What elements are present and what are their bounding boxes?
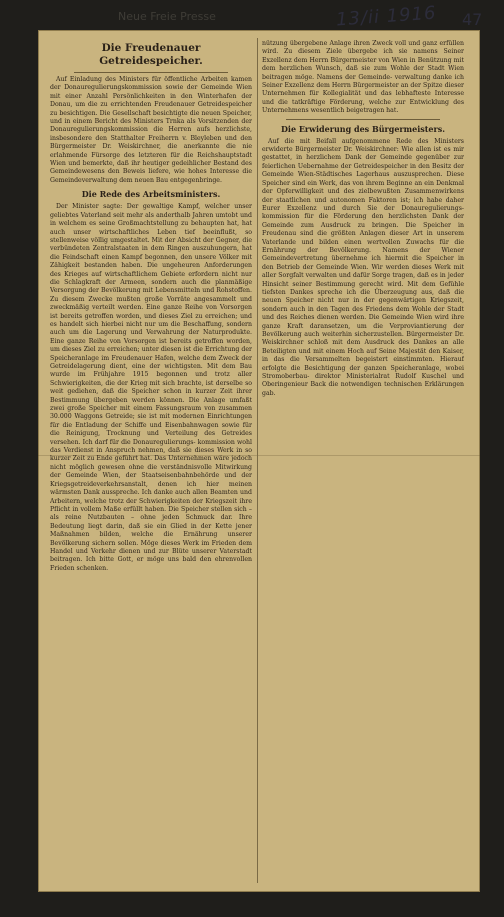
text-line: Speicher nicht nur in der gegenwärtigen xyxy=(285,297,431,305)
text-line: nehmen, daß sie dieses Werk in so kurzer Zeit xyxy=(50,447,252,463)
text-line: Zentralstaaten in dem Ringen auszuhungern, hat xyxy=(92,245,252,253)
text-line: und dieses Ziel zu erreichen; und es xyxy=(50,312,252,328)
text-line: um die zu errichtenden Freudenauer xyxy=(75,101,198,109)
text-line: der Kette jener Maßnahmen bilden, welche xyxy=(50,522,252,539)
text-line: Getreidespeicher zu besichtigen. xyxy=(50,101,252,117)
text-line: Förderung, welche zur Entwicklung des xyxy=(329,98,464,106)
text-line: Die Anlage umfaßt zwei große Speicher mit xyxy=(50,396,252,413)
text-line: autonomen Faktoren ist; ich habe daher Eurer xyxy=(262,196,464,212)
right-column xyxy=(262,40,464,880)
text-line: Unternehmens wesentlich beigetragen hat. xyxy=(262,107,399,115)
text-line: die größten Anlagen dieser Art in unserem xyxy=(317,230,464,238)
left-column xyxy=(50,40,252,880)
text-line: Speicheranlage im Freudenauer Hafen, welche xyxy=(50,354,203,362)
text-line: Bürgermeister von Wien in Benützung mit dem xyxy=(262,56,464,73)
text-line: Die Speicher stellen sich – als reine xyxy=(50,505,252,522)
handwritten-page-number: 47 xyxy=(462,10,483,29)
text-line: ich sie namens Seiner Exzellenz dem Herrn xyxy=(262,48,464,64)
text-line: die Herren aufs herzlichste, insbesondere den xyxy=(50,126,252,142)
text-line: unserer Vaterstadt beitragen. Ich bitte xyxy=(50,547,252,564)
text-line: die Schlagkraft der Armeen, sondern auch die xyxy=(50,278,216,286)
text-line: kommission für die Förderung den xyxy=(262,213,389,221)
text-line: Kriegszeit, sondern auch in den Tagen des xyxy=(262,297,464,313)
text-line: und dafür Sorge tragen, daß es in jeder xyxy=(338,272,464,280)
text-line: letzteren für die Reichshauptstadt Wien und xyxy=(50,151,252,168)
text-line: von Vorsorgen ist bereits getroffen worden, xyxy=(50,304,252,320)
text-line: gestattet, in herzlichem Dank der Gemeinde xyxy=(262,154,416,162)
faded-stamp: Neue Freie Presse xyxy=(118,10,216,23)
text-line: Seine Majestät den Kaiser, in das die xyxy=(262,347,464,364)
text-line: Verproviantierung der Bevölkerung auch xyxy=(262,322,464,338)
text-line: Herrn Bürgermeister an der Spitze dieser xyxy=(331,82,464,90)
text-line: die Speicher schon in kurzer Zeit ihrer xyxy=(117,388,252,396)
text-line: jedoch nicht möglich gewesen ohne die xyxy=(50,455,252,471)
text-line: dem neuen Bau entgegenbringe. xyxy=(119,176,222,184)
text-line: so stellenweise völlig umgestaltet. Mit der xyxy=(50,228,252,244)
text-line: verwaltung danke ich Seiner Exzellenz dem xyxy=(262,73,464,90)
text-line: trotz der Schwierigkeiten der Kriegszeit xyxy=(108,497,240,505)
text-line: Die Gesellschaft besichtigte die neuen Speicher, xyxy=(99,109,252,117)
text-line: Wien beitragen möge. Namens der Gemeinde- xyxy=(262,65,464,81)
text-line: verständnisvolle Mitwirkung der Gemeinde Wien, xyxy=(50,463,252,480)
text-line: Namens der Wiener Gemeindevertretung xyxy=(262,246,464,263)
text-line: ihre Pflicht in vollem Maße erfüllt haben. xyxy=(50,497,252,513)
text-line: Friedens dem Wohle der Stadt und des xyxy=(262,305,464,322)
text-line: Bestimmung übergeben werden können. xyxy=(50,396,189,404)
text-line: Jahren umtobt und in welchem es seine xyxy=(50,211,252,228)
text-line: ganz erfüllen wird. Zu diesem Ziele übergebe xyxy=(262,40,464,56)
text-line: weiterhin sicherzustellen. xyxy=(321,331,407,338)
text-line: brachte, ist derselbe so weit gediehen, daß xyxy=(50,379,252,396)
text-line: Frieden schenken. xyxy=(50,564,109,572)
text-line: übernehme ich hiermit die Speicher in den xyxy=(262,255,464,271)
text-line: Trocknung und Verteilung des Getreides xyxy=(106,430,252,438)
text-line: der Staatseisenbahnbehörde und der xyxy=(125,472,252,480)
text-line: meinen wärmsten Dank ausspreche. Ich danke xyxy=(50,480,252,497)
text-line: Exzellenz und durch Sie der Donauregulierungs- xyxy=(286,204,464,212)
text-line: Eine ganze Reihe von Vorsorgen ist bereits xyxy=(50,337,195,345)
text-line: Statthalter Freiherrn v. Bleyleben und den xyxy=(110,134,252,142)
text-line: getroffen worden, um dieses Ziel zu erreichen; xyxy=(50,337,252,354)
text-line: Beschaffung, sondern auch um die Lagerung xyxy=(50,320,252,337)
text-line: und Verwahrung der Naturprodukte. xyxy=(130,329,252,337)
text-line: Zuwachs für die Ernährung der Bevölkerung. xyxy=(262,238,464,254)
text-line: dieses Werk mit aller Sorgfalt verwalten xyxy=(262,263,464,280)
text-line: Frühjahre 1915 begonnen und trotz aller xyxy=(93,371,252,379)
text-line: Kriegsgetreideverkehrsanstalt, denen ich hier xyxy=(50,480,229,488)
text-line: Bedeutung liegt darin, daß sie ein Glied in xyxy=(50,522,201,530)
text-line: und in einem Bericht des Ministers Trnka als xyxy=(50,118,199,126)
text-line: herzlichsten Dank der Gemeinde zum Ausdruck xyxy=(262,213,464,229)
text-line: handelt sich hierbei nicht nur um die xyxy=(59,320,184,328)
section-rule xyxy=(286,119,440,120)
text-line: Hierauf erfolgte die Besichtigung der xyxy=(262,356,464,372)
text-line: Mit dem Gefühle tiefsten Dankes spreche ich xyxy=(262,280,464,296)
text-line: Auf Einladung des Ministers für öffentliche xyxy=(56,76,201,83)
text-line: Lebensmitteln und Rohstoffen. Zu diesem xyxy=(50,287,252,303)
text-line: wirtschaftlichem Gebiete erfordern nicht nur xyxy=(104,270,252,278)
text-line: mit dem Ausdruck des Dankes an alle xyxy=(332,339,464,347)
text-line: Diese Speicher sind ein Werk, das von xyxy=(262,171,464,187)
text-line: zu bringen. Die Speicher in Freudenau sind xyxy=(262,221,464,238)
text-line: zweckmäßig verteilt werden. Eine ganze Reihe xyxy=(50,304,206,312)
text-line: herzlichen Wunsch, daß sie zum Wohle der Stadt xyxy=(279,65,449,73)
text-line: der wichtigsten. Mit dem Bau wurde im xyxy=(50,363,252,379)
text-line: Großmachtstellung zu behaupten hat, hat auch xyxy=(50,220,252,236)
text-line: Weiskirchner: Wie allen ist es mir xyxy=(355,146,464,154)
text-line: nützung übergebene Anlage ihren Zweck voll und xyxy=(262,40,423,47)
text-line: Opferwilligkeit und des zielbewußten xyxy=(276,188,405,196)
text-line: Zwecke mußten große Vorräte angesammelt und xyxy=(88,295,252,303)
speech-heading: Die Rede des Arbeitsministers. xyxy=(81,189,221,200)
text-line: gegenüber zur feierlichen Uebernahme der xyxy=(262,154,464,170)
text-line: bemerkte, daß ihr heutiger gedeihlicher xyxy=(82,160,214,168)
text-line: versehen. Ich darf für die Donauregulierungs- xyxy=(50,438,198,446)
text-line: Der Minister sagte: Der gewaltige Kampf, welcher xyxy=(56,203,235,211)
text-line: Vaterlande und bilden einen wertvollen xyxy=(262,238,407,246)
text-line: die Ernährung unserer Bevölkerung sichern xyxy=(50,531,252,547)
text-line: direktor Ministerialrat Rudolf Kuschel und xyxy=(315,373,464,381)
text-line: Arbeiten kamen der Donauregulierungskommission xyxy=(50,76,252,92)
text-line: unsere Völker mit Zähigkeit bestanden haben. xyxy=(50,253,252,270)
text-line: und Eisenbahnwagen sowie für die Reinigung, xyxy=(50,421,252,438)
text-line: Nutzbauten – ohne jeden Schmuck dar. Ihre xyxy=(87,514,252,522)
text-line: Hinsicht seiner Bestimmung gerecht wird. xyxy=(262,280,408,288)
text-line: Vorsitzenden der Donauregulierungskommission xyxy=(50,118,252,134)
text-line: Oberingenieur Back die notwendigen xyxy=(262,381,385,389)
text-line: unser wirtschaftliches Leben tief beeinflußt, xyxy=(73,228,246,236)
text-line: Betrieb der Gemeinde Wien. Wir werden xyxy=(276,263,413,271)
continued-paragraph xyxy=(262,40,464,116)
reply-paragraph xyxy=(262,138,464,399)
text-line: Unternehmen für Kollegialität und das xyxy=(262,90,396,98)
text-line: Auf die mit Beifall aufgenommene Rede des xyxy=(268,137,435,145)
text-line: Die ungeheuren Anforderungen des Krieges auf xyxy=(50,262,252,278)
text-line: zu Ende geführt hat. Das Unternehmen wäre xyxy=(87,455,232,463)
text-line: lebhafteste Interesse und die tatkräftige xyxy=(262,90,464,106)
text-line: Bürgermeister Dr. Weiskirchner, die xyxy=(50,143,184,151)
article-title: Die Freudenauer Getreidespeicher. xyxy=(99,42,203,67)
text-line: Einrichtungen für die Entladung der Schiffe xyxy=(50,413,252,429)
column-divider xyxy=(257,38,258,883)
text-line: Handel und Verkehr dienen und zur Blüte xyxy=(50,547,192,555)
title-rule xyxy=(74,72,228,73)
text-line: unser geliebtes Vaterland seit mehr als anderthalb xyxy=(50,203,252,219)
text-line: die Feindschaft einen Kampf begonnen, den xyxy=(50,253,195,261)
text-line: sowie der Gemeinde Wien mit einer Anzahl xyxy=(50,84,252,100)
text-line: dem Zweck der Getreidelagerung dient, eine xyxy=(50,354,252,370)
text-line: anerkannte die nie erlahmende Fürsorge des xyxy=(50,143,252,159)
text-line: Persönlichkeiten in den Winterhafen der Donau, xyxy=(50,92,252,109)
text-line: unter diesen ist die Errichtung der xyxy=(141,346,252,354)
text-line: sollen. Möge dieses Werk im Frieden dem xyxy=(117,539,252,547)
handwritten-date: 13/ii 1916 xyxy=(335,2,438,31)
text-line: Schwierigkeiten, die der Krieg mit sich xyxy=(50,379,178,387)
text-line: Ministers erwiderte Bürgermeister Dr. xyxy=(262,137,464,154)
text-line: die Überzeugung aus, daß die neuen xyxy=(262,288,464,305)
text-line: ganzen Speicheranlage, wobei Stromoberbau- xyxy=(262,364,464,381)
text-line: Reiches dienen werden. Die Gemeinde Wien xyxy=(289,314,435,322)
reply-heading: Die Erwiderung des Bürgermeisters. xyxy=(280,123,446,134)
text-line: kommission wohl das Verdienst in Anspruch xyxy=(50,438,252,455)
text-line: Versammelten begeistert einstimmten. xyxy=(305,356,441,364)
text-line: auch allen Beamten und Arbeitern, welche xyxy=(50,489,252,505)
text-line: technischen Erklärungen gab. xyxy=(262,381,464,397)
text-line: Beteiligten und mit einem Hoch auf xyxy=(262,347,379,355)
text-line: Getreidespeicher in den Besitz der Gemeinde xyxy=(262,162,464,179)
text-line: wie hohes Interesse die Gemeindeverwaltung xyxy=(50,168,252,184)
text-line: Zusammenwirkens der staatlichen und xyxy=(262,188,464,204)
text-line: Wien-Städtisches Lagerhaus auszusprechen. xyxy=(297,171,447,179)
text-line: planmäßige Versorgung der Bevölkerung mit xyxy=(50,278,252,295)
text-line: wird ihre ganze Kraft daransetzen, um die xyxy=(262,314,464,330)
text-line: ihrem Beginne an ein Denkmal der xyxy=(262,179,464,196)
intro-paragraph xyxy=(50,76,252,185)
text-line: Absicht der Gegner, die verbündeten xyxy=(50,236,252,253)
text-line: Bestand des Gemeindewesens den Beweis liefere, xyxy=(50,160,252,176)
speech-paragraph xyxy=(50,203,252,573)
text-line: Gott, er möge uns bald den ehrenvollen xyxy=(117,556,252,564)
text-line: Bürgermeister Dr. Weiskirchner schloß xyxy=(262,331,464,347)
text-line: Waggons Getreide; sie ist mit modernen xyxy=(74,413,208,421)
text-line: einem Fassungsraum von zusammen 30.000 xyxy=(50,405,252,421)
